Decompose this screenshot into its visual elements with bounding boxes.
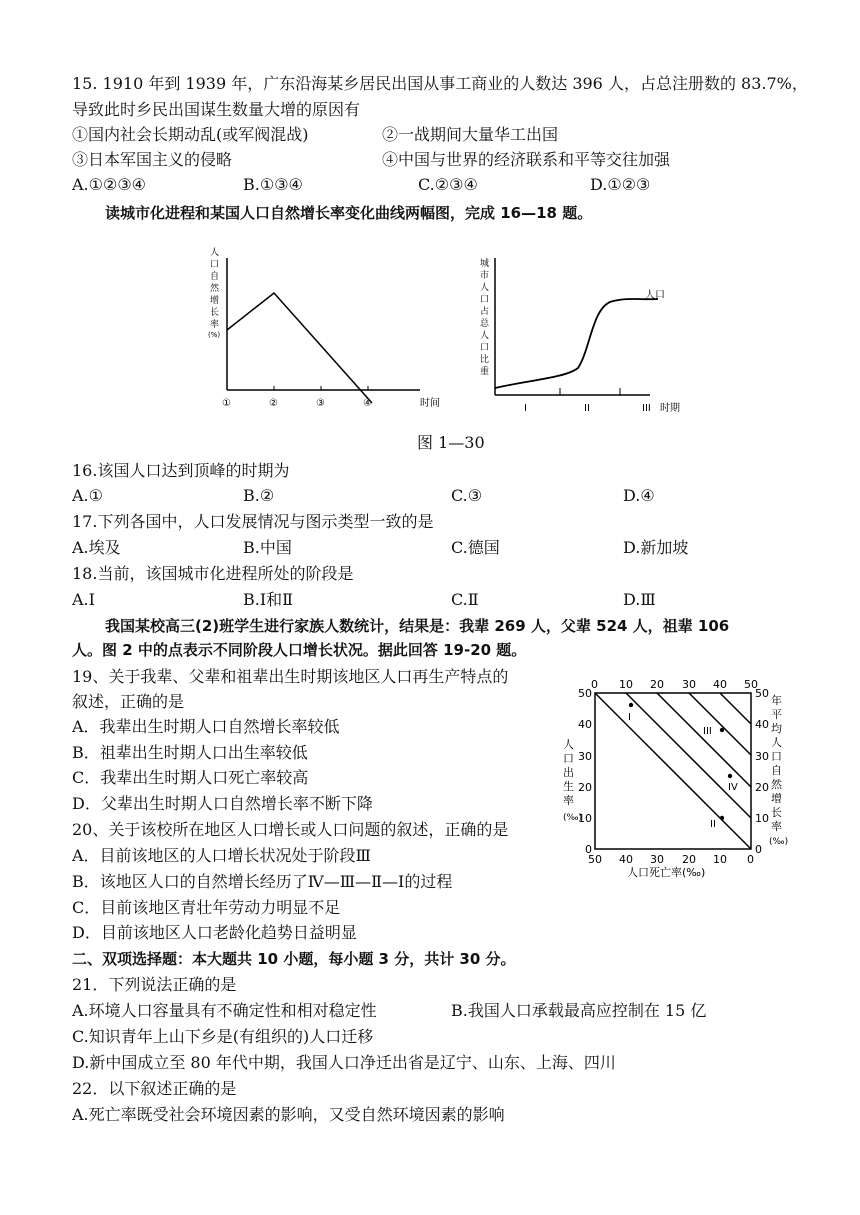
q18-option-d: D.Ⅲ bbox=[623, 590, 656, 609]
q17-stem: 17.下列各国中，人口发展情况与图示类型一致的是 bbox=[72, 512, 434, 531]
svg-text:生: 生 bbox=[563, 780, 574, 793]
top-tick-20: 20 bbox=[650, 678, 664, 691]
svg-text:口: 口 bbox=[563, 752, 574, 765]
bottom-tick-40: 40 bbox=[619, 853, 633, 866]
svg-text:增: 增 bbox=[210, 296, 220, 306]
bottom-tick-30: 30 bbox=[650, 853, 664, 866]
svg-text:出: 出 bbox=[563, 766, 574, 779]
q15-statement-4: ④中国与世界的经济联系和平等交往加强 bbox=[382, 150, 671, 169]
svg-text:平: 平 bbox=[771, 708, 782, 721]
svg-text:然: 然 bbox=[771, 778, 782, 791]
right-tick-40: 40 bbox=[755, 718, 769, 731]
top-tick-10: 10 bbox=[619, 678, 633, 691]
svg-text:自: 自 bbox=[771, 764, 782, 777]
point-III-label: III bbox=[703, 726, 712, 737]
natural-growth-chart bbox=[205, 238, 450, 413]
q21-option-a: A.环境人口容量具有不确定性和相对稳定性 bbox=[72, 1001, 377, 1020]
svg-text:人: 人 bbox=[563, 738, 574, 751]
svg-text:(%): (%) bbox=[208, 331, 221, 339]
q18-option-b: B.Ⅰ和Ⅱ bbox=[243, 590, 294, 609]
top-tick-40: 40 bbox=[713, 678, 727, 691]
svg-text:人: 人 bbox=[480, 283, 490, 293]
q16-option-d: D.④ bbox=[623, 486, 655, 505]
svg-text:重: 重 bbox=[480, 367, 490, 377]
point-I bbox=[629, 703, 633, 707]
point-I-label: I bbox=[628, 712, 631, 723]
q20-stem: 20、关于该校所在地区人口增长或人口问题的叙述，正确的是 bbox=[72, 820, 509, 839]
q15-option-d: D.①②③ bbox=[590, 175, 651, 194]
curve-label: 人口 bbox=[645, 290, 665, 301]
left-tick-1: ① bbox=[222, 398, 231, 409]
svg-text:总: 总 bbox=[480, 319, 490, 329]
intro-16-18: 读城市化进程和某国人口自然增长率变化曲线两幅图，完成 16—18 题。 bbox=[105, 204, 593, 222]
point-II-label: II bbox=[710, 819, 716, 830]
q17-option-b: B.中国 bbox=[243, 538, 292, 557]
q21-option-b: B.我国人口承载最高应控制在 15 亿 bbox=[451, 1001, 707, 1020]
q16-option-a: A.① bbox=[72, 486, 103, 505]
q19-option-d: D．父辈出生时期人口自然增长率不断下降 bbox=[72, 794, 373, 813]
growth-rate-line bbox=[227, 293, 372, 403]
svg-text:口: 口 bbox=[210, 260, 220, 270]
q15-option-b: B.①③④ bbox=[243, 175, 303, 194]
q15-statement-3: ③日本军国主义的侵略 bbox=[72, 150, 233, 169]
q18-stem: 18.当前，该国城市化进程所处的阶段是 bbox=[72, 564, 354, 583]
q19-option-c: C．我辈出生时期人口死亡率较高 bbox=[72, 768, 309, 787]
q15-option-c: C.②③④ bbox=[418, 175, 478, 194]
q17-option-a: A.埃及 bbox=[72, 538, 121, 557]
svg-text:率: 率 bbox=[563, 794, 574, 807]
left-tick-40: 40 bbox=[578, 718, 592, 731]
svg-text:比: 比 bbox=[480, 355, 490, 365]
left-tick-0: 0 bbox=[585, 843, 592, 856]
q17-option-d: D.新加坡 bbox=[623, 538, 689, 557]
q16-option-c: C.③ bbox=[451, 486, 483, 505]
q15-option-a: A.①②③④ bbox=[72, 175, 147, 194]
bottom-tick-50: 50 bbox=[588, 853, 602, 866]
svg-text:(‰): (‰) bbox=[769, 837, 789, 847]
left-tick-3: ③ bbox=[316, 398, 325, 409]
population-nomogram bbox=[555, 668, 795, 883]
point-IV bbox=[728, 774, 732, 778]
svg-text:城: 城 bbox=[480, 259, 490, 269]
q16-option-b: B.② bbox=[243, 486, 275, 505]
top-tick-0: 0 bbox=[591, 678, 598, 691]
svg-text:自: 自 bbox=[210, 272, 220, 282]
left-tick-20: 20 bbox=[578, 781, 592, 794]
svg-text:率: 率 bbox=[210, 320, 220, 330]
left-tick-10: 10 bbox=[578, 812, 592, 825]
left-tick-30: 30 bbox=[578, 750, 592, 763]
svg-text:长: 长 bbox=[771, 806, 782, 819]
left-ylabel-1: 人 bbox=[210, 248, 220, 258]
q15-statement-2: ②一战期间大量华工出国 bbox=[382, 125, 559, 144]
left-tick-50: 50 bbox=[578, 687, 592, 700]
left-xlabel: 时间 bbox=[420, 398, 440, 409]
svg-text:均: 均 bbox=[771, 722, 782, 735]
svg-text:人: 人 bbox=[771, 736, 782, 749]
top-tick-30: 30 bbox=[682, 678, 696, 691]
q20-option-c: C．目前该地区青壮年劳动力明显不足 bbox=[72, 898, 341, 917]
svg-text:增: 增 bbox=[771, 792, 782, 805]
right-xlabel: 时期 bbox=[660, 403, 680, 414]
urbanization-curve bbox=[495, 299, 658, 388]
svg-text:年: 年 bbox=[771, 694, 782, 707]
q21-option-d: D.新中国成立至 80 年代中期，我国人口净迁出省是辽宁、山东、上海、四川 bbox=[72, 1053, 616, 1072]
right-tick-50: 50 bbox=[755, 687, 769, 700]
point-IV-label: IV bbox=[728, 782, 738, 793]
q22-stem: 22．以下叙述正确的是 bbox=[72, 1079, 237, 1098]
left-tick-4: ④ bbox=[363, 398, 372, 409]
q21-stem: 21．下列说法正确的是 bbox=[72, 975, 237, 994]
left-tick-2: ② bbox=[269, 398, 278, 409]
section-2-heading: 二、双项选择题：本大题共 10 小题，每小题 3 分，共计 30 分。 bbox=[72, 950, 516, 968]
right-tick-30: 30 bbox=[755, 750, 769, 763]
svg-text:口: 口 bbox=[480, 343, 490, 353]
right-tick-2: II bbox=[584, 403, 590, 414]
svg-text:市: 市 bbox=[480, 271, 490, 281]
svg-text:然: 然 bbox=[210, 284, 220, 294]
nomogram-bottom-label: 人口死亡率(‰) bbox=[627, 866, 706, 879]
svg-text:人: 人 bbox=[480, 331, 490, 341]
right-tick-10: 10 bbox=[755, 812, 769, 825]
svg-text:占: 占 bbox=[480, 307, 490, 317]
svg-text:(‰): (‰) bbox=[563, 813, 583, 823]
q15-stem-line1: 15. 1910 年到 1939 年，广东沿海某乡居民出国从事工商业的人数达 396 人，占总注册数的 83.7%， bbox=[72, 74, 808, 93]
point-II bbox=[720, 816, 724, 820]
q20-option-b: B．该地区人口的自然增长经历了Ⅳ—Ⅲ—Ⅱ—Ⅰ的过程 bbox=[72, 872, 453, 891]
svg-text:率: 率 bbox=[771, 820, 782, 833]
bottom-tick-10: 10 bbox=[713, 853, 727, 866]
q19-option-a: A．我辈出生时期人口自然增长率较低 bbox=[72, 717, 340, 736]
q21-option-c: C.知识青年上山下乡是(有组织的)人口迁移 bbox=[72, 1027, 374, 1046]
right-tick-20: 20 bbox=[755, 781, 769, 794]
q15-stem-line2: 导致此时乡民出国谋生数量大增的原因有 bbox=[72, 100, 361, 119]
point-III bbox=[720, 728, 724, 732]
intro-19-20-line2: 人。图 2 中的点表示不同阶段人口增长状况。据此回答 19-20 题。 bbox=[72, 641, 527, 659]
urbanization-chart bbox=[470, 250, 690, 415]
bottom-tick-0: 0 bbox=[747, 853, 754, 866]
right-tick-1: I bbox=[524, 403, 527, 414]
right-tick-0: 0 bbox=[755, 843, 762, 856]
q17-option-c: C.德国 bbox=[451, 538, 500, 557]
svg-text:口: 口 bbox=[480, 295, 490, 305]
q15-statement-1: ①国内社会长期动乱(或军阀混战) bbox=[72, 125, 309, 144]
bottom-tick-20: 20 bbox=[682, 853, 696, 866]
q16-stem: 16.该国人口达到顶峰的时期为 bbox=[72, 461, 290, 480]
q22-option-a: A.死亡率既受社会环境因素的影响，又受自然环境因素的影响 bbox=[72, 1105, 505, 1124]
q20-option-a: A．目前该地区的人口增长状况处于阶段Ⅲ bbox=[72, 846, 371, 865]
q19-option-b: B．祖辈出生时期人口出生率较低 bbox=[72, 743, 308, 762]
svg-text:口: 口 bbox=[771, 750, 782, 763]
q19-stem-line2: 叙述，正确的是 bbox=[72, 692, 185, 711]
right-tick-3: III bbox=[642, 403, 651, 414]
figure-caption: 图 1—30 bbox=[417, 433, 485, 452]
top-tick-50: 50 bbox=[744, 678, 758, 691]
svg-text:长: 长 bbox=[210, 308, 220, 318]
q18-option-a: A.Ⅰ bbox=[72, 590, 95, 609]
intro-19-20-line1: 我国某校高三(2)班学生进行家族人数统计，结果是：我辈 269 人，父辈 524 人，祖辈 106 bbox=[105, 617, 730, 635]
q20-option-d: D．目前该地区人口老龄化趋势日益明显 bbox=[72, 923, 357, 942]
q19-stem-line1: 19、关于我辈、父辈和祖辈出生时期该地区人口再生产特点的 bbox=[72, 667, 509, 686]
q18-option-c: C.Ⅱ bbox=[451, 590, 479, 609]
